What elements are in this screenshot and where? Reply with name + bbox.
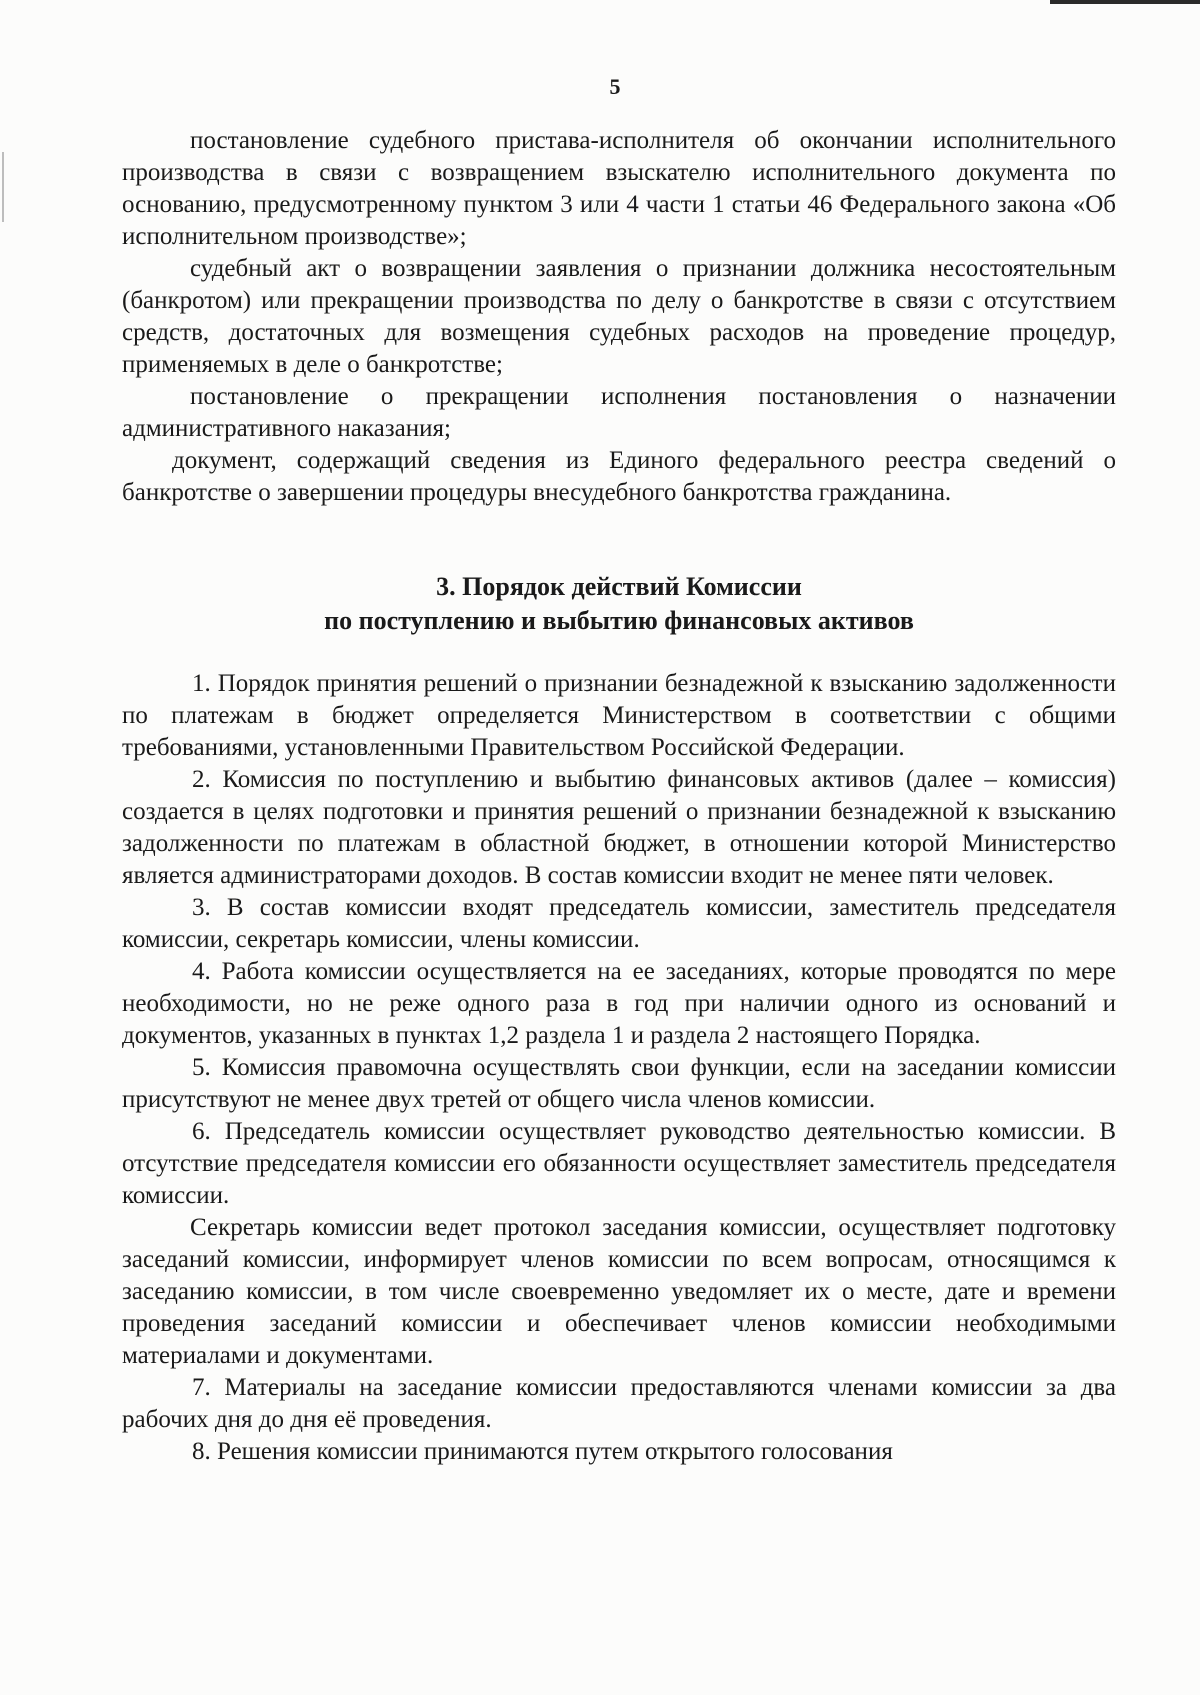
section-heading-line-2: по поступлению и выбытию финансовых активов [324,606,914,635]
paragraph: постановление судебного пристава-исполнителя об окончании исполнительного производства в связи с возвращением взыскателю исполнительного документа по основанию, предусмотренному пунктом 3 или 4 части 1 статьи 46 Федерального закона «Об исполнительном производстве»; [122,127,1116,250]
paragraph: постановление о прекращении исполнения постановления о назначении административного наказания; [122,383,1116,442]
clause-2: 2. Комиссия по поступлению и выбытию финансовых активов (далее – комиссия) создается в целях подготовки и принятия решений о признании безнадежной к взысканию задолженности по платежам в областной бюджет, в отношении которой Министерство является администраторами доходов. В состав комиссии входит не менее пяти человек. [122,766,1116,889]
clause-5: 5. Комиссия правомочна осуществлять свои функции, если на заседании комиссии присутствуют не менее двух третей от общего числа членов комиссии. [122,1054,1116,1113]
scan-edge-mark-left [2,152,4,222]
clause-1: 1. Порядок принятия решений о признании безнадежной к взысканию задолженности по платежам в бюджет определяется Министерством в соответствии с общими требованиями, установленными Правительством Российской Федерации. [122,670,1116,761]
page-number: 5 [609,74,621,99]
intro-text-block [122,125,1116,509]
clause-8: 8. Решения комиссии принимаются путем открытого голосования [192,1438,893,1465]
clause-7: 7. Материалы на заседание комиссии предоставляются членами комиссии за два рабочих дня до дня её проведения. [122,1374,1116,1433]
clause-6: 6. Председатель комиссии осуществляет руководство деятельностью комиссии. В отсутствие председателя комиссии его обязанности осуществляет заместитель председателя комиссии. [122,1118,1116,1209]
paragraph: документ, содержащий сведения из Единого федерального реестра сведений о банкротстве о завершении процедуры внесудебного банкротства гражданина. [122,447,1116,506]
paragraph: судебный акт о возвращении заявления о признании должника несостоятельным (банкротом) или прекращении производства по делу о банкротстве в связи с отсутствием средств, достаточных для возмещения судебных расходов на проведение процедур, применяемых в деле о банкротстве; [122,255,1116,378]
clause-3: 3. В состав комиссии входят председатель комиссии, заместитель председателя комиссии, секретарь комиссии, члены комиссии. [122,894,1116,953]
section-heading [122,570,1116,638]
section-text-block [122,668,1116,1468]
scan-edge-mark [1050,0,1200,4]
section-heading-line-1: 3. Порядок действий Комиссии [436,572,802,601]
secretary-paragraph: Секретарь комиссии ведет протокол заседания комиссии, осуществляет подготовку заседаний комиссии, информирует членов комиссии по всем вопросам, относящимся к заседанию комиссии, в том числе своевременно уведомляет их о месте, дате и времени проведения заседаний комиссии и обеспечивает членов комиссии необходимыми материалами и документами. [122,1214,1116,1369]
clause-4: 4. Работа комиссии осуществляется на ее заседаниях, которые проводятся по мере необходимости, но не реже одного раза в год при наличии одного из оснований и документов, указанных в пунктах 1,2 раздела 1 и раздела 2 настоящего Порядка. [122,958,1116,1049]
